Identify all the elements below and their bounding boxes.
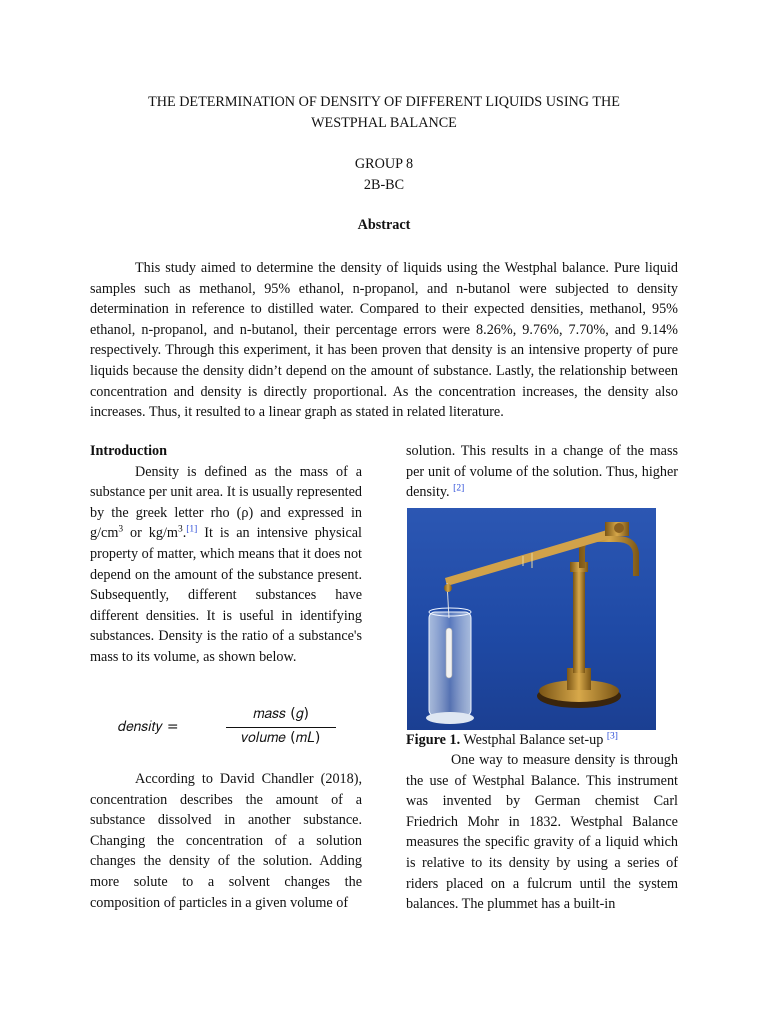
left-column-lower — [90, 769, 362, 913]
westphal-balance-illustration — [407, 508, 656, 730]
formula-denominator: 𝑣𝑜𝑙𝑢𝑚𝑒 (𝑚𝐿) — [241, 730, 321, 746]
intro-text-c: It is an intensive physical property of matter, which means that it does not depend on the amount of the substance present. Subsequently, different substances have different densities. It is useful in identifying substances. Density is the ratio of a substance's mass to its volume, as shown below. — [90, 525, 362, 665]
figure-label: Figure 1. — [406, 732, 461, 748]
fraction-bar — [226, 727, 336, 728]
introduction-paragraph-2: According to David Chandler (2018), concentration describes the amount of a substance dissolved in another substance. Changing the concentration of a solution changes the density of the solution. Adding more solute to a solvent changes the composition of particles in a given volume of — [90, 771, 362, 911]
left-column — [90, 441, 362, 668]
citation-link-1[interactable]: [1] — [186, 524, 198, 535]
formula-fraction — [226, 706, 336, 746]
citation-link-2[interactable]: [2] — [453, 483, 465, 494]
right-paragraph-1 — [406, 441, 678, 503]
superscript-3: 3 — [177, 524, 183, 535]
right-text-1: solution. This results in a change of the mass per unit of volume of the solution. Thus, higher density. — [406, 443, 678, 501]
group-section: 2B-BC — [363, 177, 405, 193]
superscript-3: 3 — [118, 524, 124, 535]
right-column — [406, 441, 678, 503]
introduction-paragraph-1: Density is defined as the mass of a substance per unit area. It is usually represented by the greek letter rho (ρ) and expressed in $g/cm^3$ or $kg/m^3.[1]$ It is an intensive physical property of matter, which means that it does not depend on the amount of the substance present. Subsequently, different substances have different densities. It is useful in identifying substances. Density is the ratio of a substance's mass to its volume, as shown below. — [90, 463, 362, 665]
title-line-2: WESTPHAL BALANCE — [311, 115, 457, 131]
density-formula — [118, 706, 338, 750]
group-name: GROUP 8 — [354, 156, 414, 172]
formula-numerator: 𝑚𝑎𝑠𝑠 (𝑔) — [253, 706, 309, 722]
citation-link-3[interactable]: [3] — [606, 731, 618, 742]
title-line-1: THE DETERMINATION OF DENSITY OF DIFFERENT LIQUIDS USING THE — [148, 94, 620, 110]
formula-lhs: 𝑑𝑒𝑛𝑠𝑖𝑡𝑦 = — [118, 719, 179, 735]
intro-text-a: Density is defined as the mass of a substance per unit area. It is usually represented by the greek letter rho (ρ) and expressed in g/cm — [90, 463, 362, 542]
paper-title — [80, 92, 688, 134]
right-column-lower — [406, 750, 678, 915]
figure-caption-text: Westphal Balance set-up — [460, 732, 607, 748]
intro-text-b: or kg/m — [123, 525, 178, 542]
abstract-heading: Abstract — [357, 217, 411, 233]
abstract-text: This study aimed to determine the density of liquids using the Westphal balance. Pure liquid samples such as methanol, 95% ethanol, n-propanol, and n-butanol were subjected to density determination in reference to distilled water. Compared to their expected densities, methanol, 95% ethanol, n-propanol, and n-butanol, their percentage errors were 8.26%, 9.76%, 7.70%, and 9.14% respectively. Through this experiment, it has been proven that density is an intensive property of pure liquids because the density didn’t depend on the amount of substance. Lastly, the relationship between concentration and density is directly proportional. As the concentration increases, the density also increases. Thus, it resulted to a linear graph as stated in related literature. — [90, 260, 678, 421]
right-paragraph-2: One way to measure density is through the use of Westphal Balance. This instrument was invented by German chemist Carl Friedrich Mohr in 1832. Westphal Balance measures the specific gravity of a liquid which is relative to its density by using a series of riders placed on a fulcrum until the system balances. The plummet has a built-in — [406, 752, 678, 913]
introduction-heading: Introduction — [90, 443, 167, 459]
figure-caption — [406, 730, 618, 750]
westphal-balance-photo — [407, 508, 656, 730]
group-block — [80, 154, 688, 196]
